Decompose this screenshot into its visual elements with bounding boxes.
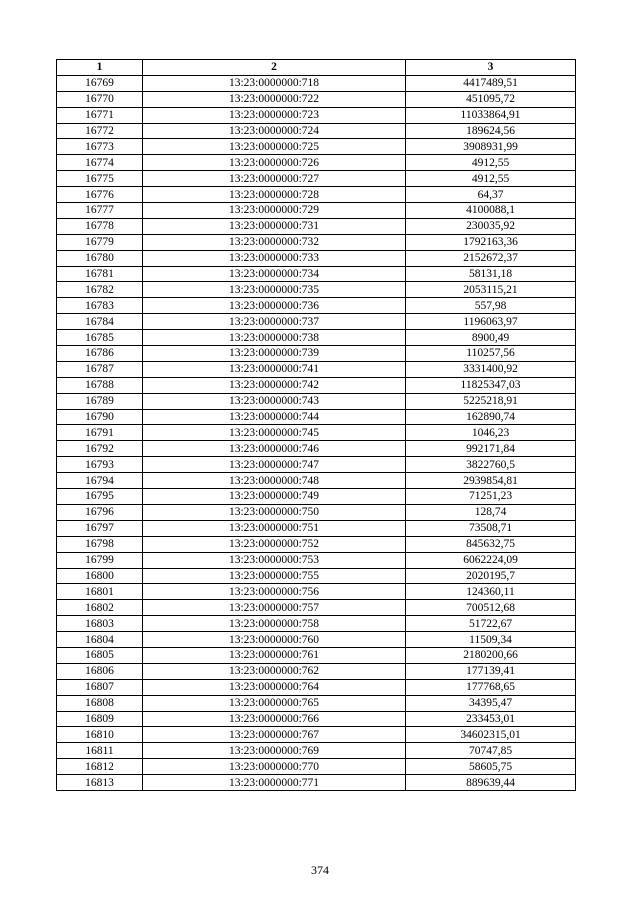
cadastral-number-cell: 13:23:0000000:738 <box>143 330 406 346</box>
value-cell: 11509,34 <box>406 632 576 648</box>
row-number-cell: 16805 <box>57 647 143 663</box>
row-number-cell: 16776 <box>57 187 143 203</box>
row-number-cell: 16800 <box>57 568 143 584</box>
table-row <box>57 520 576 536</box>
table-row <box>57 377 576 393</box>
cadastral-number-cell: 13:23:0000000:745 <box>143 425 406 441</box>
table-row <box>57 75 576 91</box>
value-cell: 4912,55 <box>406 171 576 187</box>
table-row <box>57 282 576 298</box>
table-row <box>57 250 576 266</box>
row-number-cell: 16783 <box>57 298 143 314</box>
table-row <box>57 536 576 552</box>
row-number-cell: 16778 <box>57 218 143 234</box>
table-row <box>57 91 576 107</box>
value-cell: 1046,23 <box>406 425 576 441</box>
table-row <box>57 346 576 362</box>
table-row <box>57 441 576 457</box>
cadastral-number-cell: 13:23:0000000:744 <box>143 409 406 425</box>
row-number-cell: 16789 <box>57 393 143 409</box>
value-cell: 3908931,99 <box>406 139 576 155</box>
table-body <box>57 75 576 790</box>
cadastral-number-cell: 13:23:0000000:728 <box>143 187 406 203</box>
cadastral-number-cell: 13:23:0000000:725 <box>143 139 406 155</box>
value-cell: 58131,18 <box>406 266 576 282</box>
table-row <box>57 234 576 250</box>
row-number-cell: 16775 <box>57 171 143 187</box>
table-row <box>57 759 576 775</box>
row-number-cell: 16787 <box>57 361 143 377</box>
row-number-cell: 16802 <box>57 600 143 616</box>
value-cell: 1792163,36 <box>406 234 576 250</box>
value-cell: 992171,84 <box>406 441 576 457</box>
row-number-cell: 16792 <box>57 441 143 457</box>
value-cell: 11033864,91 <box>406 107 576 123</box>
value-cell: 70747,85 <box>406 743 576 759</box>
header-row <box>57 60 576 76</box>
value-cell: 889639,44 <box>406 775 576 791</box>
row-number-cell: 16774 <box>57 155 143 171</box>
row-number-cell: 16781 <box>57 266 143 282</box>
column-header-3: 3 <box>406 60 576 76</box>
row-number-cell: 16773 <box>57 139 143 155</box>
value-cell: 3331400,92 <box>406 361 576 377</box>
row-number-cell: 16788 <box>57 377 143 393</box>
row-number-cell: 16811 <box>57 743 143 759</box>
value-cell: 4100088,1 <box>406 203 576 219</box>
value-cell: 128,74 <box>406 504 576 520</box>
table-row <box>57 473 576 489</box>
value-cell: 3822760,5 <box>406 457 576 473</box>
table-row <box>57 727 576 743</box>
row-number-cell: 16784 <box>57 314 143 330</box>
cadastral-number-cell: 13:23:0000000:771 <box>143 775 406 791</box>
value-cell: 34602315,01 <box>406 727 576 743</box>
value-cell: 557,98 <box>406 298 576 314</box>
value-cell: 233453,01 <box>406 711 576 727</box>
cadastral-number-cell: 13:23:0000000:729 <box>143 203 406 219</box>
value-cell: 124360,11 <box>406 584 576 600</box>
value-cell: 34395,47 <box>406 695 576 711</box>
row-number-cell: 16782 <box>57 282 143 298</box>
cadastral-number-cell: 13:23:0000000:752 <box>143 536 406 552</box>
row-number-cell: 16796 <box>57 504 143 520</box>
table-row <box>57 298 576 314</box>
cadastral-number-cell: 13:23:0000000:770 <box>143 759 406 775</box>
data-table <box>56 59 576 791</box>
cadastral-number-cell: 13:23:0000000:736 <box>143 298 406 314</box>
row-number-cell: 16791 <box>57 425 143 441</box>
value-cell: 451095,72 <box>406 91 576 107</box>
cadastral-number-cell: 13:23:0000000:741 <box>143 361 406 377</box>
cadastral-number-cell: 13:23:0000000:750 <box>143 504 406 520</box>
row-number-cell: 16794 <box>57 473 143 489</box>
table-row <box>57 695 576 711</box>
cadastral-number-cell: 13:23:0000000:761 <box>143 647 406 663</box>
row-number-cell: 16785 <box>57 330 143 346</box>
cadastral-number-cell: 13:23:0000000:743 <box>143 393 406 409</box>
row-number-cell: 16808 <box>57 695 143 711</box>
table-row <box>57 663 576 679</box>
value-cell: 700512,68 <box>406 600 576 616</box>
value-cell: 177139,41 <box>406 663 576 679</box>
cadastral-number-cell: 13:23:0000000:755 <box>143 568 406 584</box>
table-row <box>57 218 576 234</box>
value-cell: 4417489,51 <box>406 75 576 91</box>
cadastral-number-cell: 13:23:0000000:749 <box>143 489 406 505</box>
row-number-cell: 16803 <box>57 616 143 632</box>
cadastral-number-cell: 13:23:0000000:748 <box>143 473 406 489</box>
page-number: 374 <box>311 863 329 877</box>
cadastral-number-cell: 13:23:0000000:747 <box>143 457 406 473</box>
row-number-cell: 16777 <box>57 203 143 219</box>
cadastral-number-cell: 13:23:0000000:737 <box>143 314 406 330</box>
value-cell: 4912,55 <box>406 155 576 171</box>
row-number-cell: 16780 <box>57 250 143 266</box>
table-row <box>57 139 576 155</box>
table-row <box>57 647 576 663</box>
value-cell: 2939854,81 <box>406 473 576 489</box>
cadastral-number-cell: 13:23:0000000:724 <box>143 123 406 139</box>
row-number-cell: 16799 <box>57 552 143 568</box>
table-row <box>57 504 576 520</box>
table-row <box>57 171 576 187</box>
row-number-cell: 16807 <box>57 679 143 695</box>
table-row <box>57 457 576 473</box>
row-number-cell: 16813 <box>57 775 143 791</box>
value-cell: 11825347,03 <box>406 377 576 393</box>
value-cell: 845632,75 <box>406 536 576 552</box>
cadastral-number-cell: 13:23:0000000:727 <box>143 171 406 187</box>
row-number-cell: 16804 <box>57 632 143 648</box>
row-number-cell: 16809 <box>57 711 143 727</box>
value-cell: 177768,65 <box>406 679 576 695</box>
cadastral-number-cell: 13:23:0000000:758 <box>143 616 406 632</box>
table-row <box>57 632 576 648</box>
table-row <box>57 743 576 759</box>
row-number-cell: 16795 <box>57 489 143 505</box>
cadastral-number-cell: 13:23:0000000:732 <box>143 234 406 250</box>
cadastral-number-cell: 13:23:0000000:723 <box>143 107 406 123</box>
cadastral-number-cell: 13:23:0000000:756 <box>143 584 406 600</box>
cadastral-number-cell: 13:23:0000000:762 <box>143 663 406 679</box>
cadastral-number-cell: 13:23:0000000:751 <box>143 520 406 536</box>
table-row <box>57 107 576 123</box>
cadastral-number-cell: 13:23:0000000:735 <box>143 282 406 298</box>
row-number-cell: 16769 <box>57 75 143 91</box>
cadastral-number-cell: 13:23:0000000:764 <box>143 679 406 695</box>
row-number-cell: 16798 <box>57 536 143 552</box>
table-row <box>57 123 576 139</box>
row-number-cell: 16806 <box>57 663 143 679</box>
value-cell: 58605,75 <box>406 759 576 775</box>
row-number-cell: 16797 <box>57 520 143 536</box>
value-cell: 230035,92 <box>406 218 576 234</box>
table-row <box>57 568 576 584</box>
table-row <box>57 425 576 441</box>
row-number-cell: 16810 <box>57 727 143 743</box>
value-cell: 64,37 <box>406 187 576 203</box>
table-row <box>57 616 576 632</box>
cadastral-number-cell: 13:23:0000000:726 <box>143 155 406 171</box>
table-row <box>57 489 576 505</box>
cadastral-number-cell: 13:23:0000000:769 <box>143 743 406 759</box>
value-cell: 1196063,97 <box>406 314 576 330</box>
cadastral-number-cell: 13:23:0000000:742 <box>143 377 406 393</box>
cadastral-number-cell: 13:23:0000000:739 <box>143 346 406 362</box>
cadastral-number-cell: 13:23:0000000:765 <box>143 695 406 711</box>
table-row <box>57 266 576 282</box>
table-row <box>57 393 576 409</box>
cadastral-number-cell: 13:23:0000000:722 <box>143 91 406 107</box>
value-cell: 2152672,37 <box>406 250 576 266</box>
cadastral-number-cell: 13:23:0000000:734 <box>143 266 406 282</box>
row-number-cell: 16801 <box>57 584 143 600</box>
table-row <box>57 600 576 616</box>
value-cell: 189624,56 <box>406 123 576 139</box>
column-header-1: 1 <box>57 60 143 76</box>
table-row <box>57 409 576 425</box>
table-row <box>57 584 576 600</box>
cadastral-number-cell: 13:23:0000000:767 <box>143 727 406 743</box>
row-number-cell: 16786 <box>57 346 143 362</box>
table-row <box>57 187 576 203</box>
value-cell: 73508,71 <box>406 520 576 536</box>
cadastral-number-cell: 13:23:0000000:731 <box>143 218 406 234</box>
cadastral-number-cell: 13:23:0000000:766 <box>143 711 406 727</box>
row-number-cell: 16771 <box>57 107 143 123</box>
table-header <box>57 60 576 76</box>
value-cell: 2020195,7 <box>406 568 576 584</box>
table-row <box>57 330 576 346</box>
table-row <box>57 155 576 171</box>
row-number-cell: 16770 <box>57 91 143 107</box>
value-cell: 5225218,91 <box>406 393 576 409</box>
value-cell: 8900,49 <box>406 330 576 346</box>
row-number-cell: 16790 <box>57 409 143 425</box>
cadastral-number-cell: 13:23:0000000:760 <box>143 632 406 648</box>
cadastral-number-cell: 13:23:0000000:746 <box>143 441 406 457</box>
table-row <box>57 203 576 219</box>
cadastral-number-cell: 13:23:0000000:753 <box>143 552 406 568</box>
value-cell: 162890,74 <box>406 409 576 425</box>
row-number-cell: 16772 <box>57 123 143 139</box>
table-row <box>57 711 576 727</box>
table-row <box>57 361 576 377</box>
table-row <box>57 314 576 330</box>
value-cell: 71251,23 <box>406 489 576 505</box>
row-number-cell: 16779 <box>57 234 143 250</box>
value-cell: 51722,67 <box>406 616 576 632</box>
cadastral-number-cell: 13:23:0000000:718 <box>143 75 406 91</box>
value-cell: 2053115,21 <box>406 282 576 298</box>
value-cell: 6062224,09 <box>406 552 576 568</box>
column-header-2: 2 <box>143 60 406 76</box>
table-row <box>57 552 576 568</box>
table-row <box>57 775 576 791</box>
cadastral-number-cell: 13:23:0000000:733 <box>143 250 406 266</box>
table-row <box>57 679 576 695</box>
value-cell: 2180200,66 <box>406 647 576 663</box>
row-number-cell: 16793 <box>57 457 143 473</box>
value-cell: 110257,56 <box>406 346 576 362</box>
row-number-cell: 16812 <box>57 759 143 775</box>
cadastral-number-cell: 13:23:0000000:757 <box>143 600 406 616</box>
